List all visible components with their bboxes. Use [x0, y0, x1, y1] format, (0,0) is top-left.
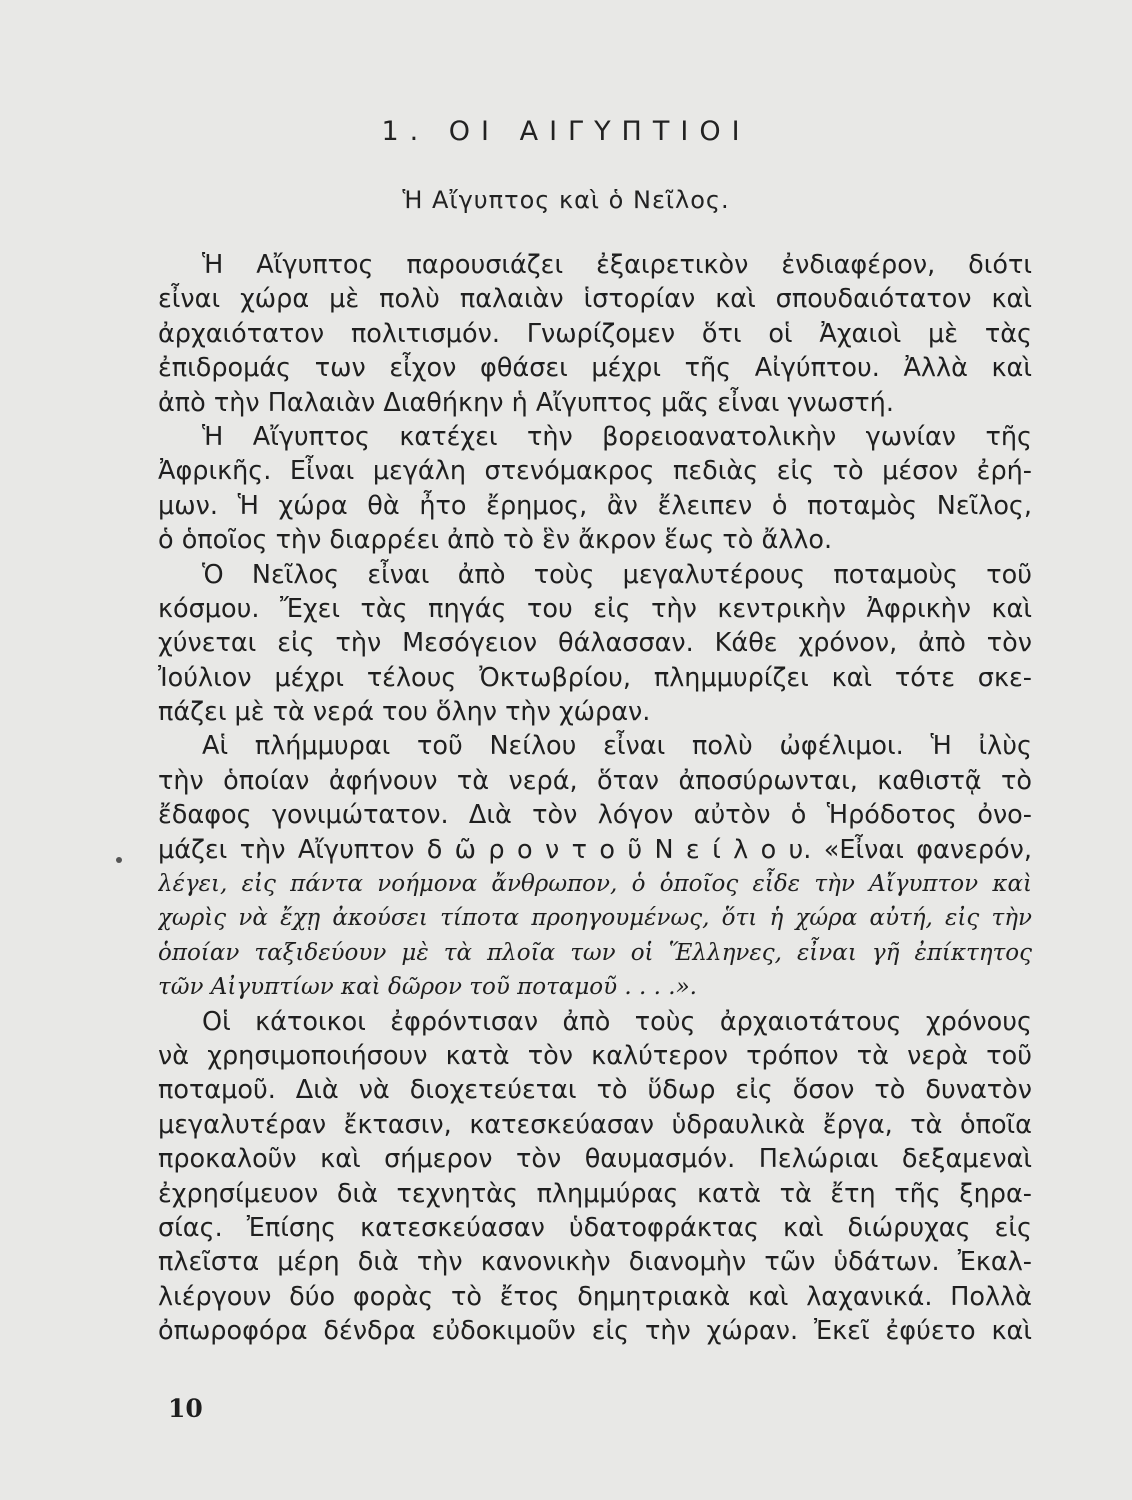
text-line: τὴν ὁποίαν ἀφήνουν τὰ νερά, ὅταν ἀποσύρωνται, καθιστᾷ τὸ [158, 765, 1032, 796]
text-line: προκαλοῦν καὶ σήμερον τὸν θαυμασμόν. Πελώριαι δεξαμεναὶ [158, 1144, 1032, 1175]
text-line: ἀπὸ τὴν Παλαιὰν Διαθήκην ἡ Αἴγυπτος μᾶς εἶναι γνωστή. [158, 387, 894, 418]
text-line: τῶν Αἰγυπτίων καὶ δῶρον τοῦ ποταμοῦ . . . .». [158, 974, 697, 1001]
page-number: 10 [168, 1394, 203, 1423]
text-line: πλεῖστα μέρη διὰ τὴν κανονικὴν διανομὴν τῶν ὑδάτων. Ἐκαλ- [158, 1247, 1032, 1278]
margin-dot [116, 857, 122, 863]
body-text [158, 248, 1032, 1349]
text-line: κόσμου. Ἔχει τὰς πηγάς του εἰς τὴν κεντρικὴν Ἀφρικὴν καὶ [158, 593, 1032, 624]
text-line: μων. Ἡ χώρα θὰ ἦτο ἔρημος, ἂν ἔλειπεν ὁ ποταμὸς Νεῖλος, [158, 490, 1032, 521]
text-line: μάζει τὴν Αἴγυπτον δ ῶ ρ ο ν τ ο ῦ Ν ε ί λ ο υ. «Εἶναι φανερόν, [158, 834, 1032, 865]
text-line: λέγει, εἰς πάντα νοήμονα ἄνθρωπον, ὁ ὁποῖος εἶδε τὴν Αἴγυπτον καὶ [158, 871, 1032, 898]
text-line: χύνεται εἰς τὴν Μεσόγειον θάλασσαν. Κάθε χρόνον, ἀπὸ τὸν [158, 628, 1032, 659]
text-line: ἐπιδρομάς των εἶχον φθάσει μέχρι τῆς Αἰγύπτου. Ἀλλὰ καὶ [158, 353, 1032, 384]
text-line: μεγαλυτέραν ἔκτασιν, κατεσκεύασαν ὑδραυλικὰ ἔργα, τὰ ὁποῖα [158, 1109, 1032, 1140]
text-line: εἶναι χώρα μὲ πολὺ παλαιὰν ἱστορίαν καὶ σπουδαιότατον καὶ [158, 284, 1032, 315]
text-line: ἀρχαιότατον πολιτισμόν. Γνωρίζομεν ὅτι οἱ Ἀχαιοὶ μὲ τὰς [158, 318, 1032, 349]
text-line: Ἰούλιον μέχρι τέλους Ὀκτωβρίου, πλημμυρίζει καὶ τότε σκε- [158, 662, 1032, 693]
text-line: ἐχρησίμευον διὰ τεχνητὰς πλημμύρας κατὰ τὰ ἔτη τῆς ξηρα- [158, 1178, 1032, 1209]
text-line: Ἡ Αἴγυπτος κατέχει τὴν βορειοανατολικὴν γωνίαν τῆς [202, 421, 1032, 452]
text-line: Αἱ πλήμμυραι τοῦ Νείλου εἶναι πολὺ ὠφέλιμοι. Ἡ ἰλὺς [202, 731, 1032, 762]
text-line: ὁ ὁποῖος τὴν διαρρέει ἀπὸ τὸ ἓν ἄκρον ἕως τὸ ἄλλο. [158, 525, 833, 556]
text-line: σίας. Ἐπίσης κατεσκεύασαν ὑδατοφράκτας καὶ διώρυχας εἰς [158, 1212, 1032, 1243]
text-line: Ἡ Αἴγυπτος παρουσιάζει ἐξαιρετικὸν ἐνδιαφέρον, διότι [202, 250, 1032, 280]
text-line: λιέργουν δύο φορὰς τὸ ἔτος δημητριακὰ καὶ λαχανικά. Πολλὰ [158, 1281, 1032, 1312]
chapter-title: 1. ΟΙ ΑΙΓΥΠΤΙΟΙ [381, 116, 751, 147]
text-line: πάζει μὲ τὰ νερά του ὅλην τὴν χώραν. [158, 697, 651, 728]
text-line: ποταμοῦ. Διὰ νὰ διοχετεύεται τὸ ὕδωρ εἰς ὅσον τὸ δυνατὸν [158, 1075, 1032, 1106]
text-line: Ὁ Νεῖλος εἶναι ἀπὸ τοὺς μεγαλυτέρους ποταμοὺς τοῦ [202, 559, 1032, 590]
text-line: ἔδαφος γονιμώτατον. Διὰ τὸν λόγον αὐτὸν ὁ Ἡρόδοτος ὀνο- [158, 800, 1032, 831]
text-line: Οἱ κάτοικοι ἐφρόντισαν ἀπὸ τοὺς ἀρχαιοτάτους χρόνους [202, 1006, 1032, 1037]
text-line: χωρὶς νὰ ἔχῃ ἀκούσει τίποτα προηγουμένως, ὅτι ἡ χώρα αὐτή, εἰς τὴν [158, 905, 1032, 932]
section-title: Ἡ Αἴγυπτος καὶ ὁ Νεῖλος. [402, 186, 730, 214]
text-line: νὰ χρησιμοποιήσουν κατὰ τὸν καλύτερον τρόπον τὰ νερὰ τοῦ [158, 1040, 1032, 1071]
text-line: ὁποίαν ταξιδεύουν μὲ τὰ πλοῖα των οἱ Ἕλληνες, εἶναι γῆ ἐπίκτητος [158, 939, 1032, 966]
text-line: ὀπωροφόρα δένδρα εὐδοκιμοῦν εἰς τὴν χώραν. Ἐκεῖ ἐφύετο καὶ [158, 1316, 1032, 1347]
text-line: Ἀφρικῆς. Εἶναι μεγάλη στενόμακρος πεδιὰς εἰς τὸ μέσον ἐρή- [158, 456, 1032, 487]
